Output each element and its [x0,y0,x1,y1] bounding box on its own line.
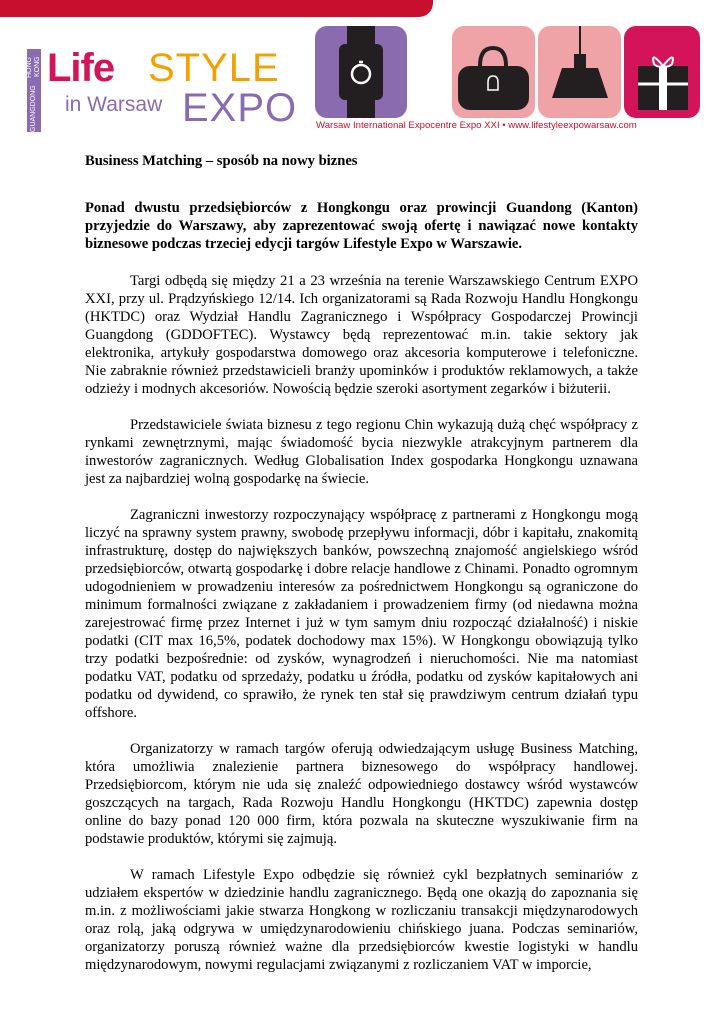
logo-region-tag [27,49,41,132]
gift-box-icon [624,26,700,118]
top-accent-bar [0,0,433,17]
logo-tag-line: HONG KONG [26,56,41,78]
handbag-icon [452,26,535,118]
watch-icon [315,26,407,118]
article-paragraph: Przedstawiciele świata biznesu z tego regionu Chin wykazują dużą chęć współpracy z rynkami zewnętrznymi, mając świadomość bycia niezwykle atrakcyjnym partnerem dla inwestorów zagranicznych. Według Globalisation Index gospodarka Hongkongu uznawana jest za najbardziej wolną gospodarkę na świecie. [85,417,638,487]
article-paragraph: Targi odbędą się między 21 a 23 września na terenie Warszawskiego Centrum EXPO XXI, przy ul. Prądzyńskiego 12/14. Ich organizatorami są Rada Rozwoju Handlu Hongkongu (HKTDC) oraz Wydział Handlu Zagranicznego i Współpracy Gospodarczej Prowincji Guangdong (GDDOFTEC). Wystawcy będą reprezentować m.in. takie sektory jak elektronika, artykuły gospodarstwa domowego oraz akcesoria komputerowe i telefoniczne. Nie zabraknie również przedstawicieli branży upominków i produktów reklamowych, a także odzieży i modnych akcesoriów. Nowością będzie szeroki asortyment zegarków i biżuterii. [85,273,638,397]
logo-life-text: Life [47,46,115,90]
watch-tile [315,26,407,118]
article-headline: Business Matching – sposób na nowy biznes [85,153,358,169]
lamp-tile [538,26,621,118]
logo-style-text: STYLE [148,46,280,90]
header-caption: Warsaw International Expocentre Expo XXI • www.lifestyleexpowarsaw.com [316,120,637,131]
logo-tag-line: GUANGDONG [30,85,37,132]
article [85,152,638,992]
article-paragraph: Zagraniczni inwestorzy rozpoczynający współpracę z partnerami z Hongkongu mogą liczyć na sprawny system prawny, swobodę przepływu informacji, dóbr i kapitału, znakomitą infrastrukturę, dostęp do największych banków, powszechną znajomość angielskiego wśród przedsiębiorców, otwartą gospodarkę i dobre relacje handlowe z Chinami. Ponadto ogromnym udogodnieniem w prowadzeniu interesów za pośrednictwem Hongkongu są ograniczone do minimum formalności związane z zakładaniem i prowadzeniem firmy (od niedawna można zarejestrować firmę przez Internet i już w tym samym dniu rozpocząć działalność) i niskie podatki (CIT max 16,5%, podatek dochodowy max 15%). W Hongkongu obowiązują tylko trzy podatki bezpośrednie: od zysków, wynagrodzeń i nieruchomości. Nie ma natomiast podatku VAT, podatku od sprzedaży, podatku u źródła, podatku od zysków kapitałowych ani podatku od dywidend, co sprawiło, że rynek ten stał się prawdziwym centrum działań typu offshore. [85,507,638,721]
pendant-lamp-icon [538,26,621,118]
article-lead: Ponad dwustu przedsiębiorców z Hongkongu oraz prowincji Guandong (Kanton) przyjedzie do Warszawy, aby zaprezentować swoją ofertę i nawiązać nowe kontakty biznesowe podczas trzeciej edycji targów Lifestyle Expo w Warszawie. [85,200,638,252]
gift-tile [624,26,700,118]
handbag-tile [452,26,535,118]
article-paragraph: W ramach Lifestyle Expo odbędzie się również cykl bezpłatnych seminariów z udziałem ekspertów w dziedzinie handlu zagranicznego. Będą one okazją do zapoznania się m.in. z możliwościami jakie stwarza Hongkong w rozliczaniu transakcji międzynarodowych oraz rolą, jaką odgrywa w umiędzynarodowieniu chińskiego juana. Podczas seminariów, organizatorzy poruszą również ważne dla przedsiębiorców kwestie logistyki w handlu międzynarodowym, nowymi regulacjami związanymi z rozliczaniem VAT w imporcie, [85,867,638,973]
logo-in-warsaw-text: in Warsaw [65,93,163,116]
logo-expo-text: EXPO [182,86,298,130]
article-paragraph: Organizatorzy w ramach targów oferują odwiedzającym usługę Business Matching, która umożliwia znalezienie partnera biznesowego do współpracy handlowej. Przedsiębiorcom, którym nie uda się znaleźć odpowiedniego dostawcy wśród wystawców goszczących na targach, Rada Rozwoju Handlu Hongkongu (HKTDC) zapewnia dostęp online do bazy ponad 120 000 firm, która pozwala na skuteczne wyszukiwanie firm na podstawie produktów, którymi się zajmują. [85,741,638,847]
